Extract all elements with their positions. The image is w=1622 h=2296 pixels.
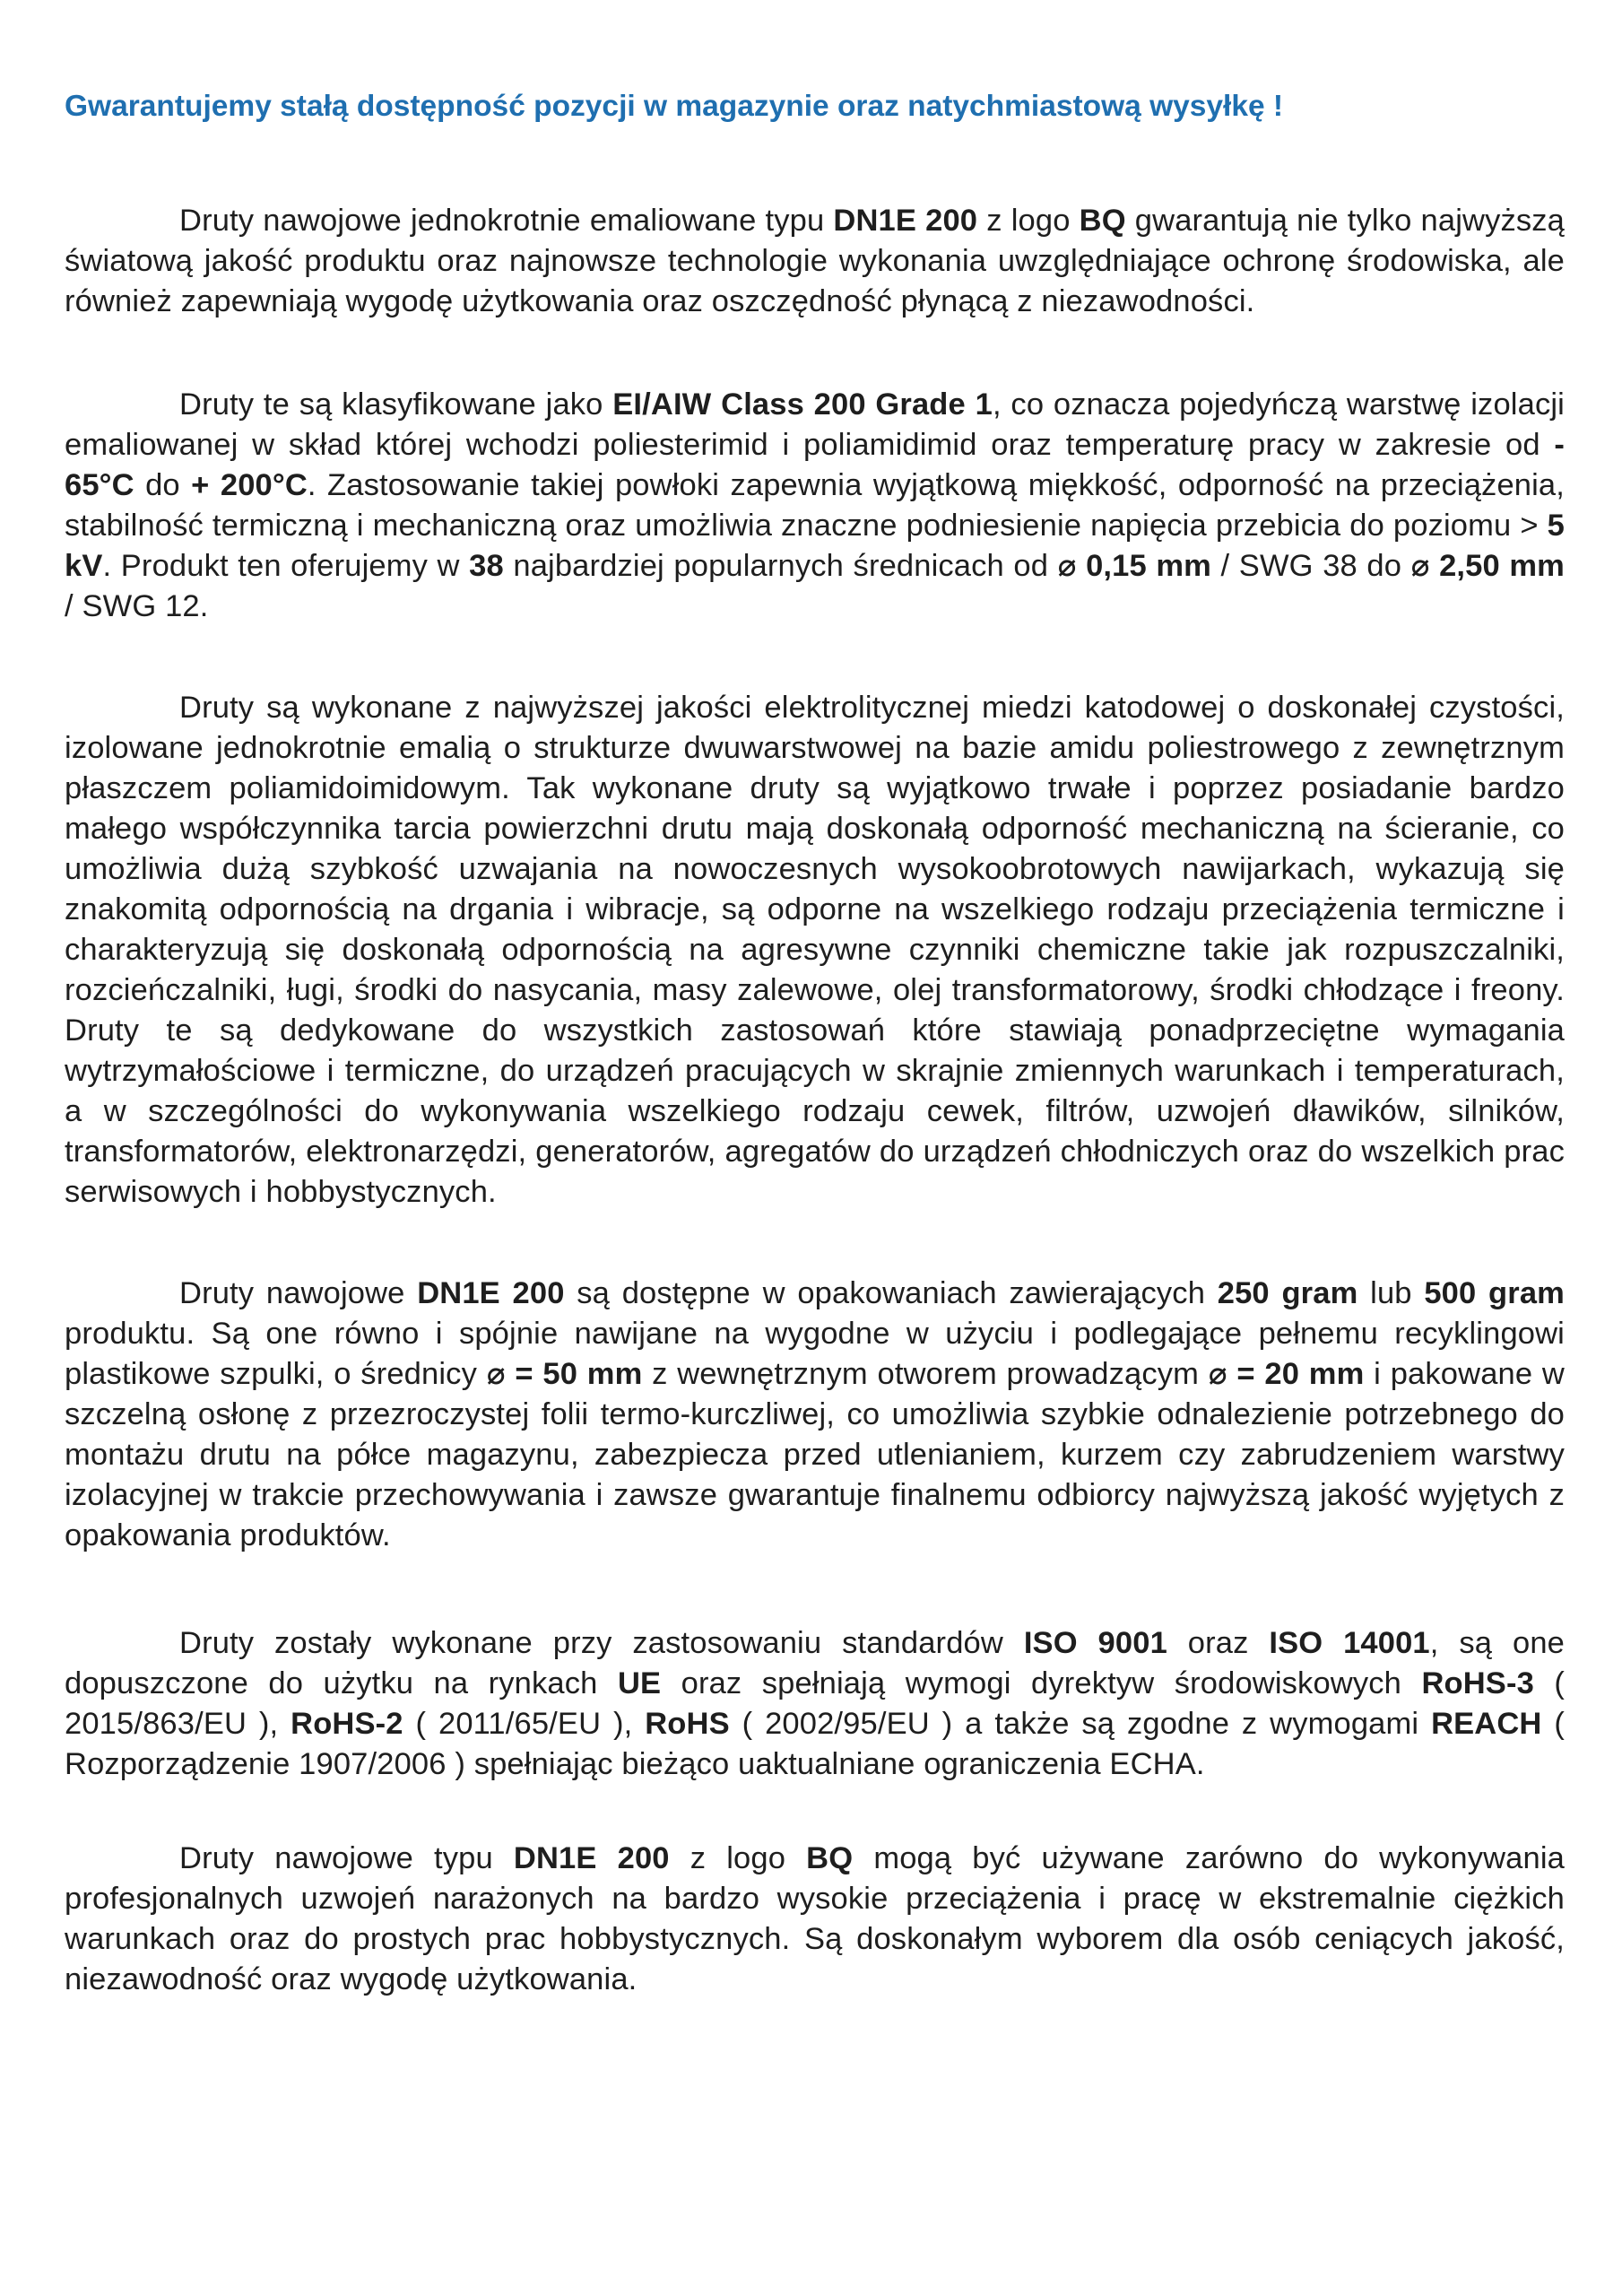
text: Druty zostały wykonane przy zastosowaniu standardów — [179, 1626, 1024, 1660]
brand-logo-name: BQ — [806, 1841, 854, 1875]
text: mogą być używane zarówno do wykonywania profesjonalnych uzwojeń narażonych na bardzo wysokie przeciążenia i pracę w ekstremalnie ciężkich warunkach oraz do prostych prac hobbystycznych. Są doskonałym wyborem dla osób ceniących jakość, niezawodność oraz wygodę użytkowania. — [65, 1841, 1565, 1996]
paragraph-packaging — [65, 1274, 1565, 1556]
text: produktu. Są one równo i spójnie nawijane na wygodne w użyciu i podlegające pełnemu recyklingowi plastikowe szpulki, o średnicy — [65, 1317, 1565, 1391]
standard-iso-14001: ISO 14001 — [1269, 1626, 1430, 1660]
text: Druty te są klasyfikowane jako — [179, 387, 613, 422]
headline: Gwarantujemy stałą dostępność pozycji w magazynie oraz natychmiastową wysyłkę ! — [65, 90, 1284, 123]
text: z wewnętrznym otworem prowadzącym — [642, 1357, 1209, 1391]
product-code: DN1E 200 — [417, 1276, 565, 1310]
paragraph-summary — [65, 1839, 1565, 2000]
standard-iso-9001: ISO 9001 — [1023, 1626, 1167, 1660]
diameter-min: ⌀ 0,15 mm — [1057, 549, 1212, 583]
paragraph-material: Druty są wykonane z najwyższej jakości elektrolitycznej miedzi katodowej o doskonałej czystości, izolowane jednokrotnie emalią o strukturze dwuwarstwowej na bazie amidu poliestrowego z zewnętrznym płaszczem poliamidoimidowym. Tak wykonane druty są wyjątkowo trwałe i poprzez posiadanie bardzo małego współczynnika tarcia powierzchni drutu mają doskonałą odporność mechaniczną na ścieranie, co umożliwia dużą szybkość uzwajania na nowoczesnych wysokoobrotowych nawijarkach, wykazują się znakomitą odpornością na drgania i wibracje, są odporne na wszelkiego rodzaju przeciążenia termiczne i charakteryzują się doskonałą odpornością na agresywne czynniki chemiczne takie jak rozpuszczalniki, rozcieńczalniki, ługi, środki do nasycania, masy zalewowe, olej transformatorowy, środki chłodzące i freony. Druty te są dedykowane do wszystkich zastosowań które stawiają ponadprzeciętne wymagania wytrzymałościowe i termiczne, do urządzeń pracujących w skrajnie zmiennych warunkach i temperaturach, a w szczególności do wykonywania wszelkiego rodzaju cewek, filtrów, uzwojeń dławików, silników, transformatorów, elektronarzędzi, generatorów, agregatów do urządzeń chłodniczych oraz do wszelkich prac serwisowych i hobbystycznych. — [65, 691, 1565, 1209]
market-ue: UE — [617, 1666, 662, 1700]
spool-bore: ⌀ = 20 mm — [1208, 1357, 1365, 1391]
diameter-count: 38 — [469, 549, 504, 583]
text: / SWG 38 do — [1211, 549, 1411, 583]
text: są dostępne w opakowaniach zawierających — [564, 1276, 1218, 1310]
text: , są one dopuszczone do użytku na rynkach — [65, 1626, 1565, 1700]
text: Druty nawojowe — [179, 1276, 418, 1310]
text: gwarantują nie tylko najwyższą światową jakość produktu oraz najnowsze technologie wykonania uwzględniające ochronę środowiska, ale również zapewniają wygodę użytkowania oraz oszczędność płynącą z niezawodności. — [65, 204, 1566, 318]
text: Druty nawojowe typu — [179, 1841, 514, 1875]
text: . Zastosowanie takiej powłoki zapewnia wyjątkową miękkość, odporność na przeciążenia, stabilność termiczną i mechaniczną oraz umożliwia znaczne podniesienie napięcia przebicia do poziomu > — [65, 468, 1565, 543]
text: oraz — [1167, 1626, 1270, 1660]
product-code: DN1E 200 — [833, 204, 978, 238]
text: najbardziej popularnych średnicach od — [503, 549, 1058, 583]
text: oraz spełniają wymogi dyrektyw środowiskowych — [661, 1666, 1422, 1700]
pack-size-large: 500 gram — [1424, 1276, 1566, 1310]
text: . Produkt ten oferujemy w — [102, 549, 470, 583]
text: ( 2002/95/EU ) a także są zgodne z wymogami — [729, 1707, 1432, 1741]
directive-rohs-3: RoHS-3 — [1421, 1666, 1534, 1700]
text: lub — [1357, 1276, 1425, 1310]
paragraph-standards — [65, 1623, 1565, 1785]
text: z logo — [669, 1841, 807, 1875]
directive-rohs-2: RoHS-2 — [291, 1707, 403, 1741]
paragraph-intro — [65, 201, 1565, 322]
text: do — [134, 468, 192, 502]
product-code: DN1E 200 — [513, 1841, 670, 1875]
text: ( Rozporządzenie 1907/2006 ) spełniając bieżąco uaktualniane ograniczenia ECHA. — [65, 1707, 1565, 1781]
temp-max: + 200°C — [191, 468, 308, 502]
spool-diameter: ⌀ = 50 mm — [486, 1357, 643, 1391]
text: , co oznacza pojedyńczą warstwę izolacji emaliowanej w skład której wchodzi poliesterimid i poliamidimid oraz temperaturę pracy w zakresie od — [65, 387, 1565, 462]
pack-size-small: 250 gram — [1217, 1276, 1358, 1310]
temp-min: - 65°C — [65, 428, 1565, 502]
class-name: EI/AIW Class 200 Grade 1 — [612, 387, 993, 422]
document-page — [65, 84, 1565, 2000]
breakdown-voltage: 5 kV — [65, 509, 1565, 583]
text: i pakowane w szczelną osłonę z przezroczystej folii termo-kurczliwej, co umożliwia szybkie odnalezienie potrzebnego do montażu drutu na półce magazynu, zabezpiecza przed utlenianiem, kurzem czy zabrudzeniem warstwy izolacyjnej w trakcie przechowywania i zawsze gwarantuje finalnemu odbiorcy najwyższą jakość wyjętych z opakowania produktów. — [65, 1357, 1565, 1552]
directive-rohs: RoHS — [645, 1707, 730, 1741]
brand-logo-name: BQ — [1079, 204, 1126, 238]
text: Druty nawojowe jednokrotnie emaliowane typu — [179, 204, 834, 238]
text: ( 2015/863/EU ), — [65, 1666, 1566, 1741]
text: / SWG 12. — [65, 589, 209, 623]
diameter-max: ⌀ 2,50 mm — [1410, 549, 1566, 583]
regulation-reach: REACH — [1431, 1707, 1542, 1741]
text: ( 2011/65/EU ), — [403, 1707, 646, 1741]
text: z logo — [977, 204, 1080, 238]
paragraph-classification — [65, 385, 1565, 627]
